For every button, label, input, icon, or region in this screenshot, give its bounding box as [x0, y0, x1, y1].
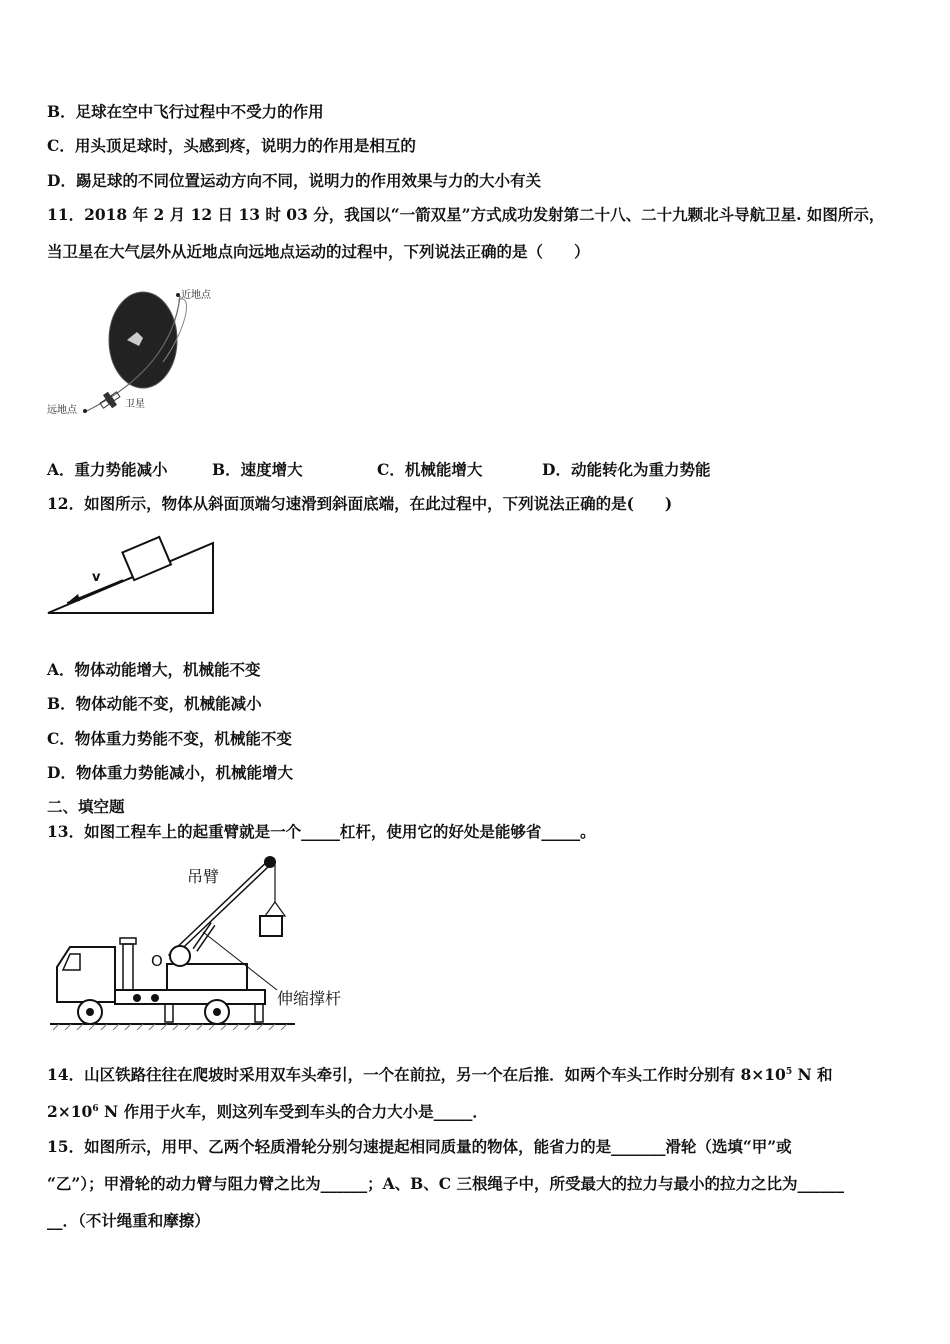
q14-exp-2: 6 [92, 1103, 99, 1114]
q12-option-b: B．物体动能不变，机械能减小 [47, 694, 262, 713]
q12-stem: 12．如图所示，物体从斜面顶端匀速滑到斜面底端，在此过程中，下列说法正确的是( ) [47, 494, 673, 513]
q11-options [47, 458, 710, 480]
label-boom: 吊臂 [187, 867, 220, 886]
q14-text-2a: 2×10 [47, 1102, 93, 1121]
q10-option-b: B．足球在空中飞行过程中不受力的作用 [47, 102, 324, 121]
q11-option-b: B．速度增大 [212, 460, 303, 479]
label-telescopic-rod: 伸缩撑杆 [277, 989, 342, 1008]
q15-stem-line1: 15．如图所示，用甲、乙两个轻质滑轮分别匀速提起相同质量的物体，能省力的是_______滑轮（选填“甲”或 [47, 1137, 792, 1156]
q11-stem-line2: 当卫星在大气层外从近地点向远地点运动的过程中，下列说法正确的是（ ） [47, 242, 590, 261]
q10-option-d: D．踢足球的不同位置运动方向不同，说明力的作用效果与力的大小有关 [47, 171, 541, 190]
q11-option-c: C．机械能增大 [377, 460, 483, 479]
q14-text-1b: N 和 [792, 1065, 833, 1084]
q11-option-a: A．重力势能减小 [47, 460, 168, 479]
q10-option-c: C．用头顶足球时，头感到疼，说明力的作用是相互的 [47, 136, 416, 155]
q12-option-c: C．物体重力势能不变，机械能不变 [47, 729, 292, 748]
label-far-point: 远地点 [47, 405, 77, 416]
q11-orbit-figure [45, 282, 235, 422]
q11-option-d: D．动能转化为重力势能 [542, 460, 711, 479]
q13-crane-figure [45, 852, 355, 1034]
q11-stem-line1: 11．2018 年 2 月 12 日 13 时 03 分，我国以“一箭双星”方式成功发射第二十八、二十九颗北斗导航卫星. 如图所示， [47, 205, 885, 224]
q12-option-a: A．物体动能增大，机械能不变 [47, 660, 261, 679]
label-pivot-o: O [151, 952, 163, 970]
q15-stem-line3: __．（不计绳重和摩擦） [47, 1211, 210, 1230]
q14-text-1a: 14．山区铁路往往在爬坡时采用双车头牵引，一个在前拉，另一个在后推．如两个车头工作时分别有 8×10 [47, 1065, 786, 1084]
q12-incline-figure [45, 528, 220, 620]
q14-exp-1: 5 [785, 1066, 793, 1077]
q14-text-2b: N 作用于火车，则这列车受到车头的合力大小是_____． [98, 1102, 488, 1121]
label-satellite: 卫星 [125, 399, 145, 410]
velocity-label: v [92, 570, 101, 585]
q14-stem-line1 [47, 1065, 833, 1085]
q13-stem: 13．如图工程车上的起重臂就是一个_____杠杆，使用它的好处是能够省_____。 [47, 822, 596, 841]
q14-stem-line2 [47, 1102, 488, 1122]
q12-option-d: D．物体重力势能减小，机械能增大 [47, 763, 293, 782]
q15-stem-line2: “乙”）；甲滑轮的动力臂与阻力臂之比为______；A、B、C 三根绳子中，所受最大的拉力与最小的拉力之比为______ [47, 1174, 844, 1193]
section-heading: 二、填空题 [47, 797, 125, 816]
label-near-point: 近地点 [181, 290, 211, 301]
